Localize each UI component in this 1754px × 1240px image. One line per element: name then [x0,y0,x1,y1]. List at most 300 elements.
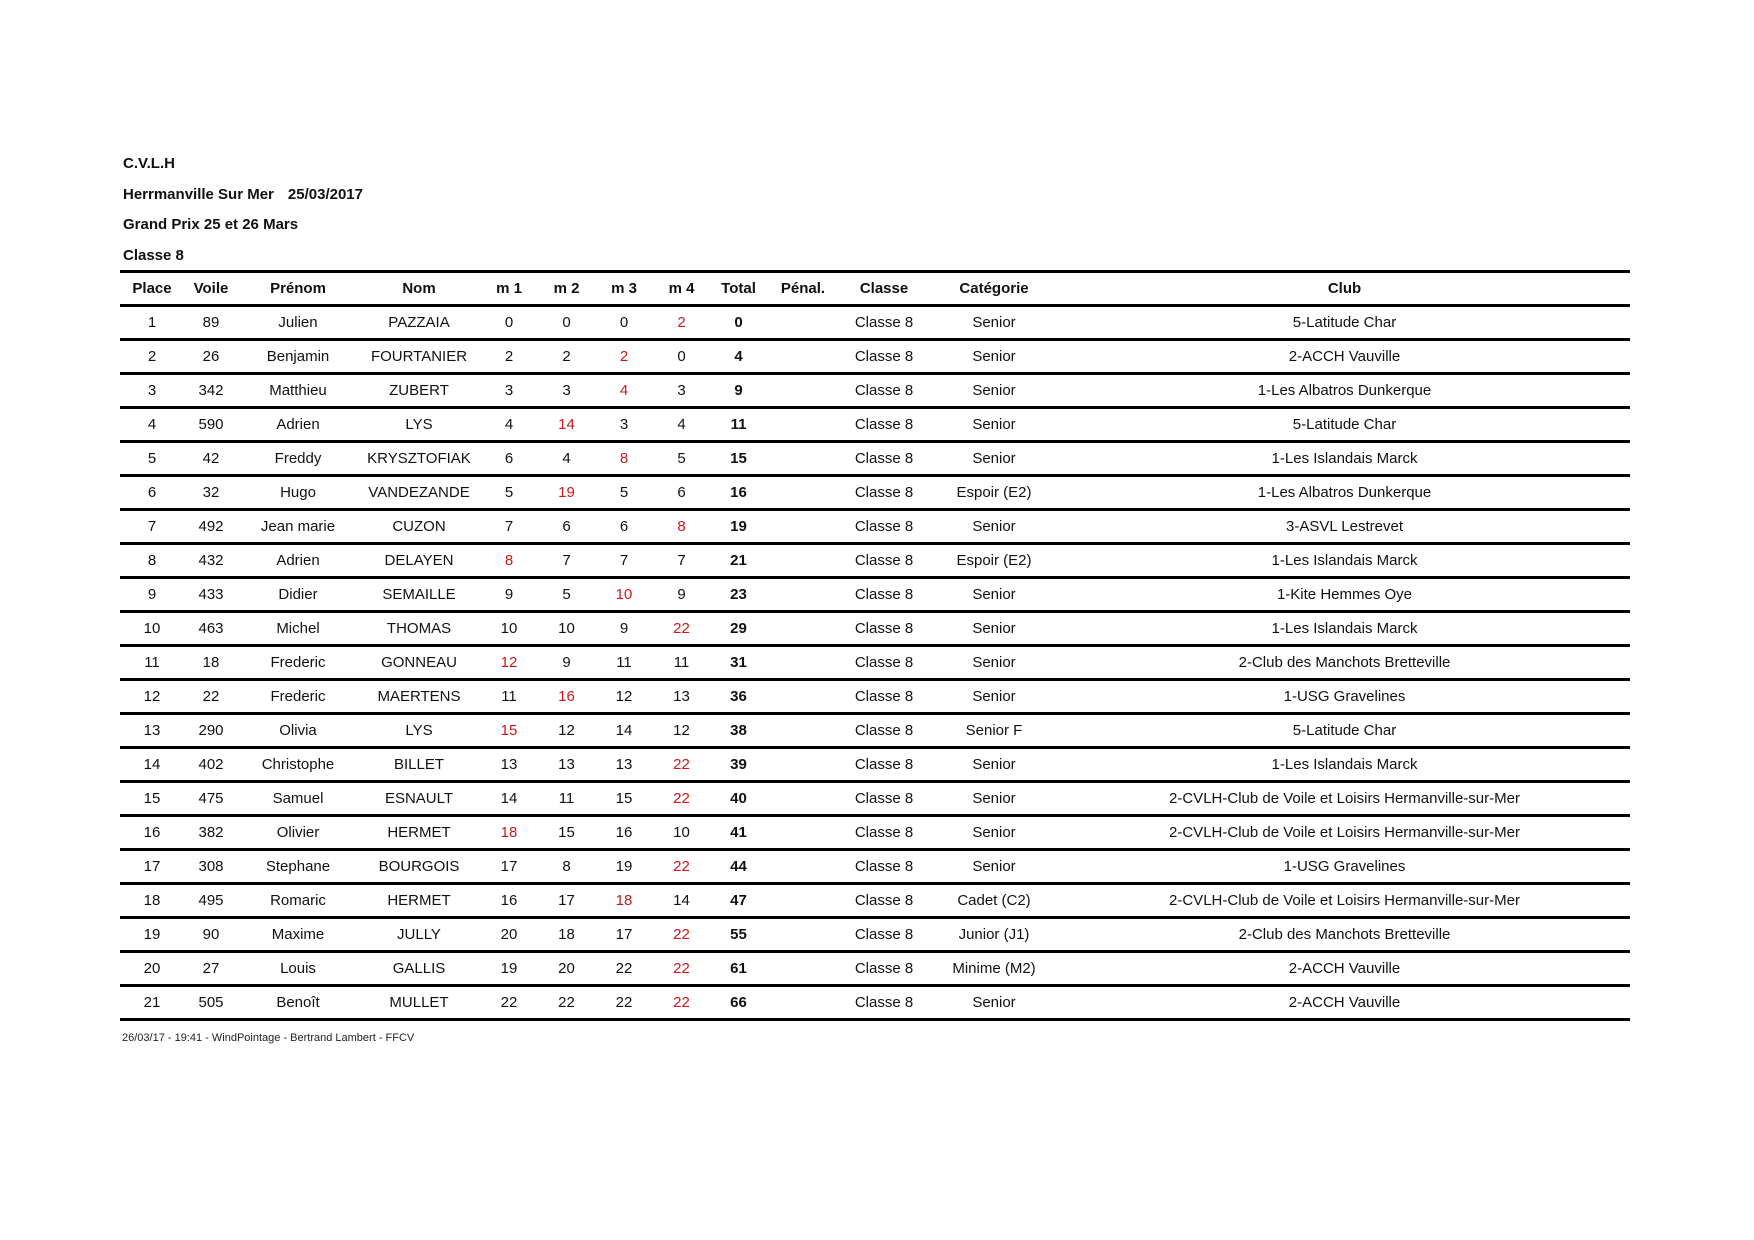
total-cell: 38 [730,722,747,739]
race-2-score-cell: 22 [558,994,575,1011]
total-cell: 11 [730,416,747,433]
column-header-m3: m 3 [611,280,637,297]
first-name-cell: Olivia [279,722,317,739]
table-row [120,612,1630,646]
class-cell: Classe 8 [854,348,914,365]
last-name-cell: KRYSZTOFIAK [367,450,471,467]
race-4-score-cell: 0 [677,348,686,365]
table-row [120,714,1630,748]
first-name-cell: Samuel [272,790,324,807]
race-1-score-cell: 0 [504,314,514,331]
first-name-cell: Jean marie [260,518,336,535]
column-header-total: Total [721,280,756,297]
club-cell: 2-Club des Manchots Bretteville [1238,654,1451,671]
total-cell: 4 [734,348,743,365]
place-cell: 14 [143,756,161,773]
total-cell: 19 [730,518,747,535]
penalty-cell [767,408,839,442]
race-3-score-cell: 8 [619,450,629,467]
place-cell: 2 [147,348,157,365]
place-cell: 15 [143,790,161,807]
results-body [120,306,1630,1020]
sail-number-cell: 27 [202,960,220,977]
race-4-score-cell: 22 [673,994,690,1011]
total-cell: 55 [730,926,747,943]
column-header-voile: Voile [193,280,229,297]
race-4-score-cell: 22 [673,926,690,943]
race-1-score-cell: 14 [500,790,518,807]
race-1-score-cell: 18 [500,824,518,841]
club-cell: 1-Les Islandais Marck [1271,620,1418,637]
place-cell: 9 [147,586,157,603]
place-cell: 5 [147,450,157,467]
last-name-cell: HERMET [387,892,451,909]
table-row [120,884,1630,918]
class-cell: Classe 8 [854,552,914,569]
penalty-cell [767,952,839,986]
race-2-score-cell: 3 [562,382,571,399]
race-1-score-cell: 13 [500,756,518,773]
category-cell: Senior [972,450,1016,467]
category-cell: Senior [972,790,1016,807]
race-4-score-cell: 10 [673,824,690,841]
category-cell: Senior [972,518,1016,535]
race-4-score-cell: 22 [673,620,690,637]
table-row [120,374,1630,408]
last-name-cell: ZUBERT [389,382,449,399]
race-4-score-cell: 9 [677,586,686,603]
race-3-score-cell: 17 [615,926,633,943]
race-3-score-cell: 11 [616,654,632,671]
race-1-score-cell: 22 [500,994,518,1011]
place-cell: 3 [147,382,157,399]
last-name-cell: FOURTANIER [370,348,468,365]
first-name-cell: Michel [276,620,320,637]
race-1-score-cell: 3 [504,382,514,399]
event-date: 25/03/2017 [287,186,363,203]
location: Herrmanville Sur Mer [123,186,274,203]
class-cell: Classe 8 [854,518,914,535]
column-header-prenom: Prénom [270,280,326,297]
race-3-score-cell: 19 [615,858,633,875]
first-name-cell: Stephane [265,858,331,875]
club-cell: 1-Les Islandais Marck [1271,450,1418,467]
footer-credits: 26/03/17 - 19:41 - WindPointage - Bertrand Lambert - FFCV [122,1032,415,1044]
race-4-score-cell: 14 [673,892,690,909]
column-header-club: Club [1327,280,1362,297]
total-cell: 9 [734,382,743,399]
club-cell: 2-ACCH Vauville [1288,348,1401,365]
table-row [120,510,1630,544]
race-1-score-cell: 10 [500,620,518,637]
race-4-score-cell: 5 [677,450,686,467]
total-cell: 29 [730,620,747,637]
sail-number-cell: 432 [198,552,224,569]
club-cell: 3-ASVL Lestrevet [1285,518,1403,535]
race-1-score-cell: 4 [504,416,514,433]
race-1-score-cell: 11 [501,688,517,705]
total-cell: 40 [730,790,747,807]
race-4-score-cell: 22 [673,858,690,875]
last-name-cell: HERMET [387,824,451,841]
total-cell: 23 [730,586,747,603]
race-1-score-cell: 15 [500,722,518,739]
last-name-cell: PAZZAIA [388,314,450,331]
race-3-score-cell: 13 [615,756,633,773]
category-cell: Senior [972,348,1016,365]
last-name-cell: DELAYEN [384,552,454,569]
sail-number-cell: 463 [198,620,224,637]
class-cell: Classe 8 [854,960,914,977]
place-cell: 13 [143,722,161,739]
total-cell: 21 [730,552,747,569]
penalty-cell [767,884,839,918]
race-1-score-cell: 12 [500,654,518,671]
category-cell: Senior [972,824,1016,841]
first-name-cell: Benoît [276,994,320,1011]
place-cell: 16 [143,824,161,841]
class-cell: Classe 8 [854,416,914,433]
category-cell: Senior [972,756,1016,773]
category-cell: Senior [972,416,1016,433]
race-1-score-cell: 5 [504,484,514,501]
race-4-score-cell: 22 [673,756,690,773]
race-3-score-cell: 6 [619,518,629,535]
race-1-score-cell: 19 [500,960,518,977]
sail-number-cell: 290 [198,722,224,739]
race-1-score-cell: 6 [504,450,514,467]
first-name-cell: Hugo [280,484,316,501]
class-cell: Classe 8 [854,314,914,331]
first-name-cell: Benjamin [266,348,330,365]
last-name-cell: VANDEZANDE [368,484,470,501]
first-name-cell: Romaric [270,892,326,909]
race-1-score-cell: 16 [500,892,518,909]
total-cell: 16 [730,484,747,501]
penalty-cell [767,612,839,646]
total-cell: 47 [730,892,747,909]
race-1-score-cell: 17 [500,858,518,875]
race-3-score-cell: 22 [615,960,633,977]
last-name-cell: MAERTENS [377,688,461,705]
race-2-score-cell: 19 [558,484,575,501]
race-3-score-cell: 10 [615,586,633,603]
first-name-cell: Frederic [270,654,326,671]
table-row [120,578,1630,612]
class-cell: Classe 8 [854,382,914,399]
last-name-cell: GALLIS [392,960,446,977]
race-2-score-cell: 15 [558,824,575,841]
class-cell: Classe 8 [854,722,914,739]
penalty-cell [767,340,839,374]
last-name-cell: ESNAULT [384,790,454,807]
last-name-cell: CUZON [392,518,446,535]
category-cell: Minime (M2) [952,960,1036,977]
race-2-score-cell: 4 [562,450,571,467]
class-cell: Classe 8 [854,688,914,705]
club-cell: 5-Latitude Char [1292,722,1397,739]
place-cell: 20 [143,960,161,977]
race-2-score-cell: 8 [562,858,571,875]
place-cell: 1 [147,314,157,331]
race-4-score-cell: 11 [673,654,690,671]
first-name-cell: Didier [278,586,318,603]
race-1-score-cell: 7 [504,518,514,535]
race-1-score-cell: 20 [500,926,518,943]
sail-number-cell: 382 [198,824,224,841]
sail-number-cell: 22 [202,688,220,705]
place-cell: 10 [143,620,161,637]
category-cell: Junior (J1) [958,926,1030,943]
penalty-cell [767,918,839,952]
category-cell: Espoir (E2) [956,552,1032,569]
first-name-cell: Matthieu [269,382,327,399]
first-name-cell: Maxime [271,926,325,943]
class-cell: Classe 8 [854,450,914,467]
sail-number-cell: 342 [198,382,224,399]
category-cell: Senior [972,858,1016,875]
race-4-score-cell: 2 [677,314,686,331]
column-header-nom: Nom [402,280,436,297]
penalty-cell [767,748,839,782]
class-cell: Classe 8 [854,586,914,603]
column-header-place: Place [132,280,172,297]
sail-number-cell: 32 [202,484,220,501]
penalty-cell [767,850,839,884]
location-date [123,186,363,203]
club-cell: 1-Les Islandais Marck [1271,552,1418,569]
place-cell: 19 [143,926,161,943]
first-name-cell: Adrien [276,416,320,433]
race-2-score-cell: 12 [558,722,575,739]
race-4-score-cell: 3 [677,382,686,399]
category-cell: Senior F [965,722,1023,739]
race-3-score-cell: 14 [615,722,633,739]
event-title: Grand Prix 25 et 26 Mars [123,216,299,233]
class-cell: Classe 8 [854,620,914,637]
race-2-score-cell: 17 [558,892,575,909]
race-4-score-cell: 13 [673,688,690,705]
penalty-cell [767,374,839,408]
race-4-score-cell: 6 [677,484,686,501]
sail-number-cell: 505 [198,994,224,1011]
sail-number-cell: 402 [198,756,224,773]
class-title: Classe 8 [123,247,184,264]
last-name-cell: BILLET [393,756,445,773]
table-row [120,748,1630,782]
last-name-cell: LYS [405,722,433,739]
place-cell: 8 [147,552,157,569]
total-cell: 61 [730,960,747,977]
penalty-cell [767,578,839,612]
penalty-cell [767,306,839,340]
sail-number-cell: 308 [198,858,224,875]
sail-number-cell: 433 [198,586,224,603]
race-3-score-cell: 5 [619,484,629,501]
table-row [120,340,1630,374]
club-cell: 5-Latitude Char [1292,314,1397,331]
sail-number-cell: 18 [202,654,220,671]
column-header-m1: m 1 [496,280,522,297]
total-cell: 36 [730,688,747,705]
race-2-score-cell: 11 [558,790,575,807]
place-cell: 4 [147,416,157,433]
penalty-cell [767,816,839,850]
penalty-cell [767,442,839,476]
total-cell: 31 [730,654,747,671]
last-name-cell: JULLY [397,926,441,943]
race-2-score-cell: 6 [562,518,571,535]
results-table [120,270,1630,1021]
race-2-score-cell: 2 [562,348,571,365]
class-cell: Classe 8 [854,484,914,501]
sail-number-cell: 590 [198,416,224,433]
class-cell: Classe 8 [854,926,914,943]
class-cell: Classe 8 [854,790,914,807]
total-cell: 0 [734,314,743,331]
penalty-cell [767,476,839,510]
race-3-score-cell: 9 [619,620,629,637]
class-cell: Classe 8 [854,756,914,773]
first-name-cell: Christophe [261,756,335,773]
table-row [120,442,1630,476]
table-row [120,306,1630,340]
table-row [120,782,1630,816]
class-cell: Classe 8 [854,858,914,875]
race-4-score-cell: 7 [677,552,686,569]
last-name-cell: BOURGOIS [378,858,460,875]
race-3-score-cell: 2 [619,348,629,365]
club-cell: 2-Club des Manchots Bretteville [1238,926,1451,943]
race-3-score-cell: 7 [619,552,629,569]
penalty-cell [767,986,839,1020]
category-cell: Senior [972,994,1016,1011]
place-cell: 12 [143,688,161,705]
race-2-score-cell: 14 [558,416,575,433]
race-4-score-cell: 22 [673,790,690,807]
sail-number-cell: 90 [202,926,220,943]
first-name-cell: Louis [280,960,316,977]
race-2-score-cell: 20 [558,960,575,977]
column-header-penal: Pénal. [780,280,826,297]
table-row [120,680,1630,714]
place-cell: 18 [143,892,161,909]
last-name-cell: THOMAS [386,620,452,637]
sail-number-cell: 495 [198,892,224,909]
table-row [120,850,1630,884]
column-header-categorie: Catégorie [959,280,1029,297]
total-cell: 15 [730,450,747,467]
total-cell: 39 [730,756,747,773]
category-cell: Senior [972,314,1016,331]
race-4-score-cell: 22 [673,960,690,977]
sail-number-cell: 26 [202,348,220,365]
penalty-cell [767,714,839,748]
race-4-score-cell: 8 [677,518,686,535]
race-2-score-cell: 18 [558,926,575,943]
race-3-score-cell: 18 [615,892,633,909]
table-row [120,646,1630,680]
club-cell: 2-ACCH Vauville [1288,994,1401,1011]
place-cell: 6 [147,484,157,501]
club-cell: 1-Les Albatros Dunkerque [1257,382,1432,399]
race-4-score-cell: 4 [677,416,686,433]
total-cell: 44 [730,858,747,875]
club-cell: 1-USG Gravelines [1283,858,1406,875]
club-cell: 2-ACCH Vauville [1288,960,1401,977]
first-name-cell: Frederic [270,688,326,705]
class-cell: Classe 8 [854,654,914,671]
race-2-score-cell: 9 [562,654,571,671]
category-cell: Senior [972,620,1016,637]
race-2-score-cell: 7 [562,552,571,569]
race-2-score-cell: 13 [558,756,575,773]
club-cell: 2-CVLH-Club de Voile et Loisirs Hermanville-sur-Mer [1169,824,1520,841]
place-cell: 21 [143,994,161,1011]
club-cell: 5-Latitude Char [1292,416,1397,433]
column-header-classe: Classe [859,280,909,297]
table-row [120,952,1630,986]
category-cell: Senior [972,382,1016,399]
column-header-m4: m 4 [668,280,695,297]
last-name-cell: LYS [405,416,433,433]
table-header-row [120,272,1630,306]
sail-number-cell: 475 [198,790,224,807]
club-cell: 1-USG Gravelines [1283,688,1406,705]
club-cell: 2-CVLH-Club de Voile et Loisirs Hermanville-sur-Mer [1169,790,1520,807]
race-2-score-cell: 5 [562,586,571,603]
club-cell: 1-Kite Hemmes Oye [1276,586,1413,603]
category-cell: Senior [972,586,1016,603]
place-cell: 11 [144,654,160,671]
column-header-m2: m 2 [553,280,580,297]
class-cell: Classe 8 [854,824,914,841]
table-row [120,544,1630,578]
table-row [120,918,1630,952]
race-3-score-cell: 12 [615,688,633,705]
sail-number-cell: 42 [202,450,220,467]
penalty-cell [767,510,839,544]
race-3-score-cell: 4 [619,382,629,399]
last-name-cell: MULLET [389,994,449,1011]
race-2-score-cell: 0 [562,314,571,331]
race-3-score-cell: 15 [615,790,633,807]
place-cell: 17 [143,858,161,875]
category-cell: Cadet (C2) [957,892,1031,909]
first-name-cell: Julien [278,314,318,331]
race-1-score-cell: 2 [504,348,514,365]
race-4-score-cell: 12 [673,722,690,739]
first-name-cell: Olivier [276,824,320,841]
race-3-score-cell: 16 [615,824,633,841]
club-cell: 2-CVLH-Club de Voile et Loisirs Hermanville-sur-Mer [1169,892,1520,909]
table-row [120,816,1630,850]
race-3-score-cell: 0 [619,314,629,331]
last-name-cell: SEMAILLE [382,586,456,603]
club-cell: 1-Les Albatros Dunkerque [1257,484,1432,501]
penalty-cell [767,646,839,680]
table-row [120,476,1630,510]
first-name-cell: Adrien [276,552,320,569]
first-name-cell: Freddy [274,450,322,467]
table-row [120,408,1630,442]
race-2-score-cell: 16 [558,688,575,705]
table-row [120,986,1630,1020]
race-3-score-cell: 3 [619,416,629,433]
place-cell: 7 [147,518,157,535]
penalty-cell [767,680,839,714]
penalty-cell [767,544,839,578]
